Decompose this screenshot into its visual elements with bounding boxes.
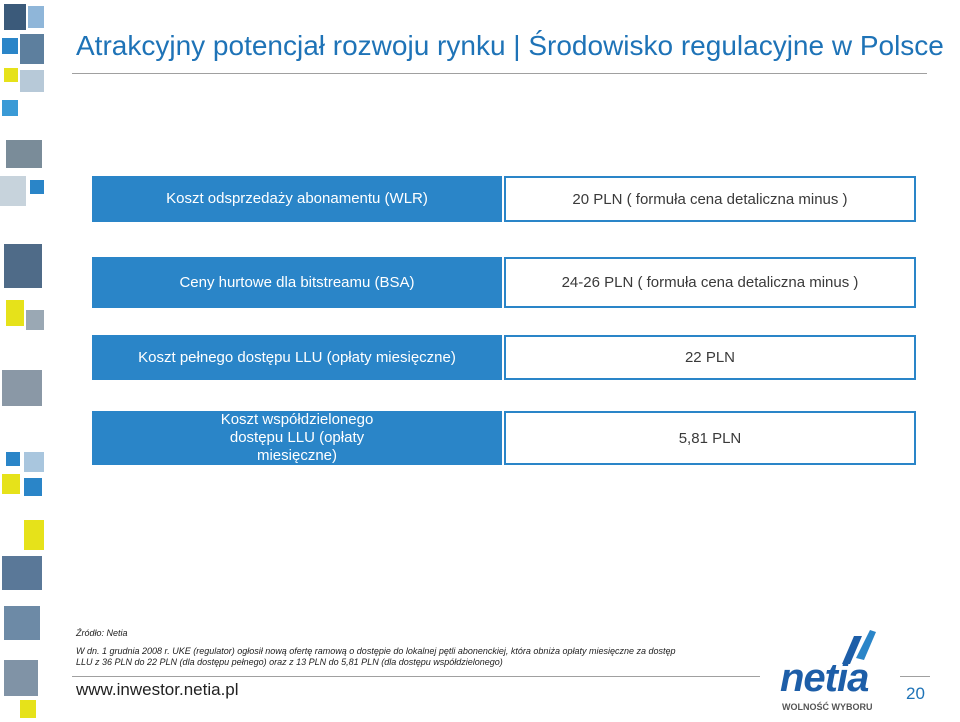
- color-tile: [24, 478, 42, 496]
- photo-tile: [26, 310, 44, 330]
- row-label: Koszt pełnego dostępu LLU (opłaty miesięczne): [92, 335, 502, 380]
- row-label: Koszt współdzielonego dostępu LLU (opłaty miesięczne): [92, 411, 502, 465]
- photo-tile: [4, 606, 40, 640]
- logo-slogan: WOLNOŚĆ WYBORU: [782, 702, 873, 712]
- color-tile: [6, 300, 24, 326]
- investor-url[interactable]: www.inwestor.netia.pl: [76, 680, 239, 699]
- row-label: Koszt odsprzedaży abonamentu (WLR): [92, 176, 502, 222]
- footer-divider: [72, 676, 760, 677]
- footnote-text: W dn. 1 grudnia 2008 r. UKE (regulator) ogłosił nową ofertę ramową o dostępie do lokalnej pętli abonenckiej, która obniża opłaty miesięczne za dostęp LLU z 36 PLN do 22 PLN (dla dostępu pełnego) oraz z 13 PLN do 5,81 PLN (dla dostępu współdzielonego): [76, 646, 676, 667]
- color-tile: [30, 180, 44, 194]
- title-divider: [72, 73, 927, 74]
- row-label: Ceny hurtowe dla bitstreamu (BSA): [92, 257, 502, 308]
- color-tile: [24, 520, 44, 550]
- footer-divider: [900, 676, 930, 677]
- photo-tile: [4, 244, 42, 288]
- row-value: 24-26 PLN ( formuła cena detaliczna minus ): [504, 257, 916, 308]
- color-tile: [2, 100, 18, 116]
- photo-tile: [20, 34, 44, 64]
- color-tile: [2, 38, 18, 54]
- photo-tile: [4, 660, 38, 696]
- color-tile: [2, 474, 20, 494]
- decorative-sidebar: [0, 0, 48, 722]
- netia-logo: [772, 628, 898, 718]
- photo-tile: [2, 556, 42, 590]
- photo-tile: [2, 370, 42, 406]
- source-note: Źródło: Netia: [76, 628, 128, 638]
- logo-wordmark: netia: [780, 656, 869, 700]
- table-row: [92, 176, 916, 222]
- photo-tile: [20, 70, 44, 92]
- color-tile: [6, 452, 20, 466]
- slide-title: Atrakcyjny potencjał rozwoju rynku | Środowisko regulacyjne w Polsce: [76, 30, 944, 61]
- row-value: 22 PLN: [504, 335, 916, 380]
- table-row: [92, 411, 916, 465]
- photo-tile: [0, 176, 26, 206]
- row-value: 5,81 PLN: [504, 411, 916, 465]
- photo-tile: [4, 4, 26, 30]
- color-tile: [4, 68, 18, 82]
- row-value: 20 PLN ( formuła cena detaliczna minus ): [504, 176, 916, 222]
- color-tile: [20, 700, 36, 718]
- photo-tile: [28, 6, 44, 28]
- table-row: [92, 335, 916, 380]
- page-number: 20: [906, 684, 925, 703]
- photo-tile: [24, 452, 44, 472]
- photo-tile: [6, 140, 42, 168]
- table-row: [92, 257, 916, 308]
